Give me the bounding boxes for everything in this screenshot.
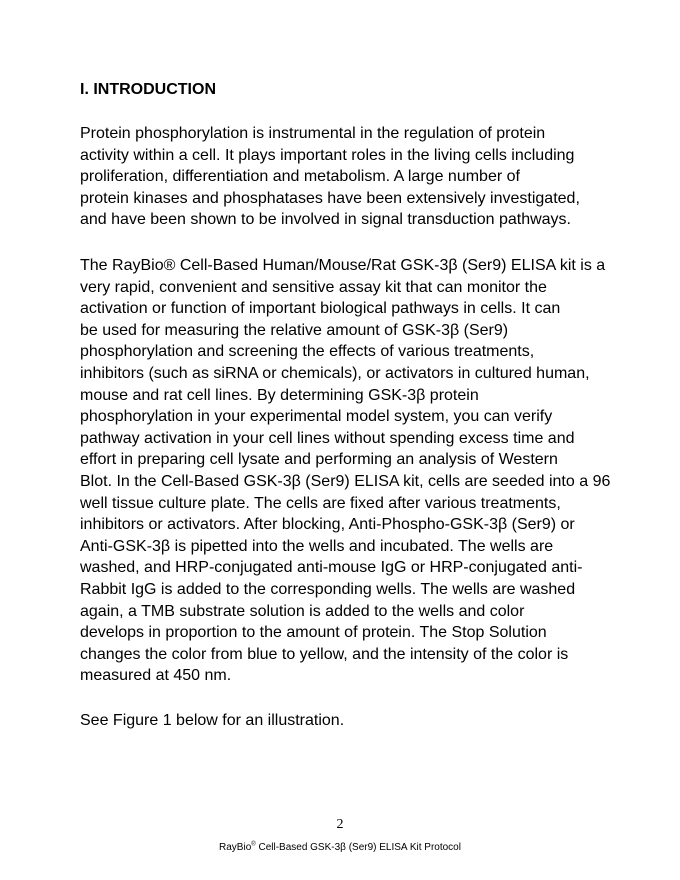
- intro-paragraph-2: [80, 255, 610, 687]
- footer-brand: RayBio: [219, 842, 252, 853]
- footer: [0, 841, 680, 855]
- intro-paragraph-3: [80, 710, 344, 732]
- text-line: washed, and HRP-conjugated anti-mouse IgG or HRP-conjugated anti-: [80, 559, 583, 577]
- text-line: activation or function of important biological pathways in cells. It can: [80, 300, 561, 318]
- text-line: inhibitors or activators. After blocking, Anti-Phospho-GSK-3β (Ser9) or: [80, 516, 575, 534]
- page-number: 2: [336, 817, 344, 832]
- text-line: be used for measuring the relative amount of GSK-3β (Ser9): [80, 321, 509, 339]
- text-line: again, a TMB substrate solution is added to the wells and color: [80, 602, 525, 620]
- text-line: changes the color from blue to yellow, and the intensity of the color is: [80, 645, 569, 663]
- text-line: mouse and rat cell lines. By determining GSK-3β protein: [80, 386, 479, 404]
- text-line: pathway activation in your cell lines without spending excess time and: [80, 429, 575, 447]
- text-line: effort in preparing cell lysate and performing an analysis of Western: [80, 451, 558, 469]
- section-heading: I. INTRODUCTION: [80, 81, 216, 98]
- footer-title: Cell-Based GSK-3β (Ser9) ELISA Kit Protocol: [255, 842, 461, 853]
- text-line: See Figure 1 below for an illustration.: [80, 712, 345, 729]
- text-line: phosphorylation in your experimental model system, you can verify: [80, 408, 553, 426]
- text-line: inhibitors (such as siRNA or chemicals), or activators in cultured human,: [80, 364, 590, 382]
- text-line: very rapid, convenient and sensitive assay kit that can monitor the: [80, 278, 547, 296]
- text-line: proliferation, differentiation and metabolism. A large number of: [80, 168, 520, 186]
- text-line: well tissue culture plate. The cells are fixed after various treatments,: [80, 494, 561, 512]
- text-line: protein kinases and phosphatases have been extensively investigated,: [80, 189, 580, 207]
- text-line: activity within a cell. It plays important roles in the living cells including: [80, 146, 575, 164]
- text-line: Blot. In the Cell-Based GSK-3β (Ser9) ELISA kit, cells are seeded into a 96: [80, 472, 611, 490]
- text-line: The RayBio® Cell-Based Human/Mouse/Rat GSK-3β (Ser9) ELISA kit is a: [80, 257, 606, 274]
- text-line: and have been shown to be involved in signal transduction pathways.: [80, 211, 571, 229]
- text-line: Rabbit IgG is added to the corresponding wells. The wells are washed: [80, 580, 576, 598]
- intro-paragraph-1: [80, 123, 580, 231]
- text-line: develops in proportion to the amount of protein. The Stop Solution: [80, 624, 547, 642]
- text-line: Protein phosphorylation is instrumental in the regulation of protein: [80, 125, 546, 142]
- text-line: Anti-GSK-3β is pipetted into the wells and incubated. The wells are: [80, 537, 554, 555]
- text-line: phosphorylation and screening the effects of various treatments,: [80, 343, 535, 361]
- registered-mark: ®: [251, 841, 256, 848]
- text-line: measured at 450 nm.: [80, 667, 232, 685]
